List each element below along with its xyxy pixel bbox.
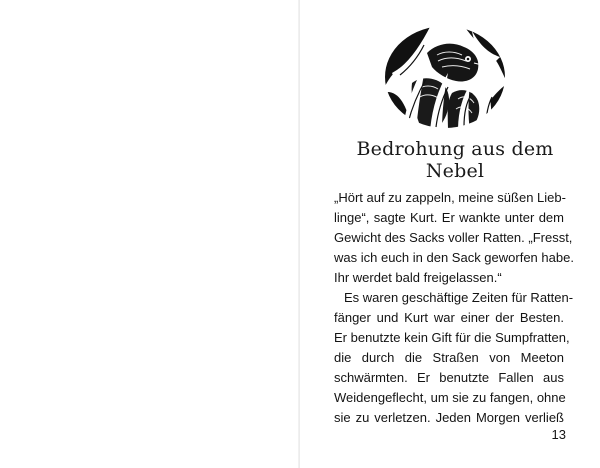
right-page bbox=[300, 0, 600, 468]
text-line: sie zu verletzen. Jeden Morgen verließ bbox=[334, 410, 564, 425]
text-line: Ihr werdet bald freigelassen.“ bbox=[334, 270, 502, 285]
text-line: Er benutzte kein Gift für die Sumpfratten, bbox=[334, 330, 570, 345]
body-text bbox=[334, 188, 574, 428]
text-line: fänger und Kurt war einer der Besten. bbox=[334, 310, 564, 325]
text-line: die durch die Straßen von Meeton bbox=[334, 350, 564, 365]
text-line: Es waren geschäftige Zeiten für Ratten- bbox=[344, 290, 574, 305]
text-line: schwärmten. Er benutzte Fallen aus bbox=[334, 370, 564, 385]
text-line: Gewicht des Sacks voller Ratten. „Fresst, bbox=[334, 230, 573, 245]
rat-in-grass-illustration-icon bbox=[382, 23, 508, 131]
text-line: linge“, sagte Kurt. Er wankte unter dem bbox=[334, 210, 564, 225]
page-number: 13 bbox=[551, 427, 566, 442]
text-line: was ich euch in den Sack geworfen habe. bbox=[334, 250, 574, 265]
chapter-title: Bedrohung aus dem Nebel bbox=[356, 138, 554, 182]
text-line: „Hört auf zu zappeln, meine süßen Lieb- bbox=[334, 190, 566, 205]
text-line: Weidengeflecht, um sie zu fangen, ohne bbox=[334, 390, 566, 405]
